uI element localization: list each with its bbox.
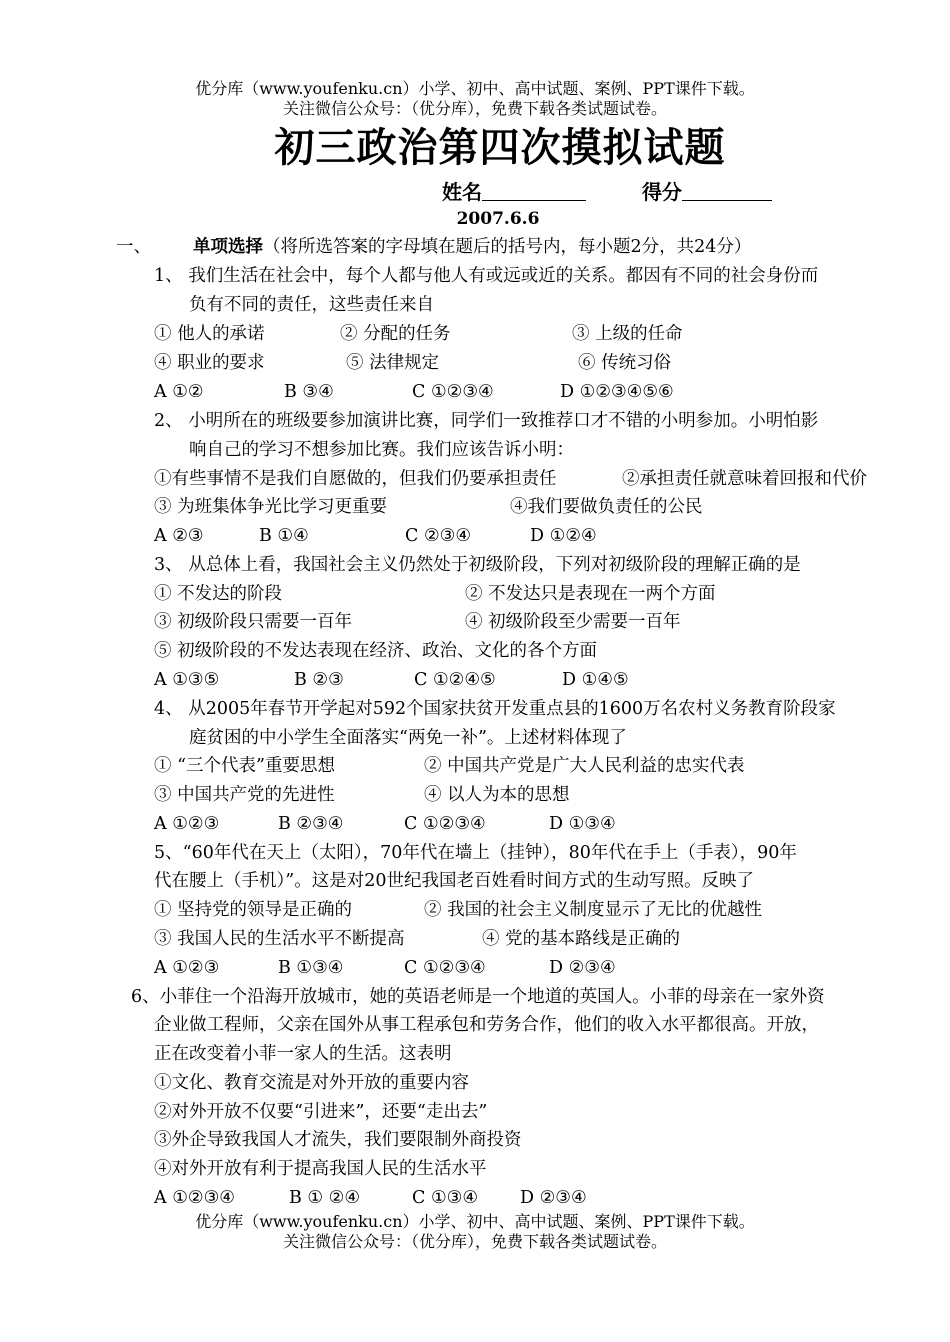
option-row [154,753,745,779]
option: ⑤ 初级阶段的不发达表现在经济、政治、文化的各个方面 [154,641,598,661]
option-row [154,926,680,952]
question-stem: 响自己的学习不想参加比赛。我们应该告诉小明： [189,440,574,460]
footer-line-2: 关注微信公众号：（优分库），免费下载各类试题试卷。 [282,1232,667,1251]
question-stem: 正在改变着小菲一家人的生活。这表明 [154,1044,452,1064]
answer-choice: B ③④ [284,382,334,402]
option: ③ 我国人民的生活水平不断提高 [154,929,405,949]
answer-choice: D ②③④ [549,958,616,978]
option: ② 我国的社会主义制度显示了无比的优越性 [424,900,763,920]
answer-choice: C ①②③④ [404,958,486,978]
option: ①有些事情不是我们自愿做的，但我们仍要承担责任 [154,469,557,489]
answer-row [154,811,616,837]
option: ④ 以人为本的思想 [424,785,570,805]
score-blank [682,180,772,201]
question-stem: 2、 小明所在的班级要参加演讲比赛，同学们一致推荐口才不错的小明参加。小明怕影 [154,411,819,431]
answer-choice: A ①②③ [154,814,220,834]
exam-date: 2007.6.6 [456,209,540,229]
answer-choice: B ①③④ [278,958,344,978]
question-stem: 3、 从总体上看，我国社会主义仍然处于初级阶段，下列对初级阶段的理解正确的是 [154,555,801,575]
answer-choice: D ①④⑤ [562,670,629,690]
option: ① 坚持党的领导是正确的 [154,900,353,920]
answer-choice: D ①②③④⑤⑥ [560,382,674,402]
option-row [154,782,570,808]
answer-choice: D ①③④ [549,814,616,834]
header-line-2: 关注微信公众号：（优分库），免费下载各类试题试卷。 [282,99,667,118]
option-row [154,321,683,347]
option: ②对外开放不仅要“引进来”，还要“走出去” [154,1102,488,1122]
name-blank [482,180,586,201]
option: ③ 初级阶段只需要一百年 [154,612,353,632]
option: ③外企导致我国人才流失，我们要限制外商投资 [154,1130,522,1150]
question-stem: 4、 从2005年春节开学起对592个国家扶贫开发重点县的1600万名农村义务教育阶段家 [154,699,836,719]
question-stem: 5、“60年代在天上（太阳），70年代在墙上（挂钟），80年代在手上（手表），90年 [154,843,797,863]
option-row [154,466,867,492]
option: ③ 中国共产党的先进性 [154,785,335,805]
footer-line-1: 优分库（www.youfenku.cn）小学、初中、高中试题、案例、PPT课件下载。 [195,1212,755,1231]
score-label: 得分 [641,180,682,204]
option: ⑥ 传统习俗 [578,353,672,373]
option: ① 他人的承诺 [154,324,265,344]
answer-choice: C ①②③④ [404,814,486,834]
answer-choice: A ①②③ [154,958,220,978]
header-line-1: 优分库（www.youfenku.cn）小学、初中、高中试题、案例、PPT课件下载。 [195,79,755,98]
answer-choice: A ①② [154,382,204,402]
question-stem: 1、 我们生活在社会中，每个人都与他人有或远或近的关系。都因有不同的社会身份而 [154,266,819,286]
answer-row [154,667,629,693]
option-row [154,897,762,923]
answer-choice: A ②③ [154,526,204,546]
section-instruction: （将所选答案的字母填在题后的括号内，每小题2分，共24分） [263,237,752,257]
question-stem: 负有不同的责任，这些责任来自 [189,295,434,315]
option: ② 中国共产党是广大人民利益的忠实代表 [424,756,745,776]
answer-choice: C ①②④⑤ [414,670,496,690]
answer-choice: C ①②③④ [412,382,494,402]
option: ② 不发达只是表现在一两个方面 [465,584,716,604]
question-stem: 代在腰上（手机）”。这是对20世纪我国老百姓看时间方式的生动写照。反映了 [154,871,754,891]
answer-row [154,955,616,981]
question-stem: 6、小菲住一个沿海开放城市，她的英语老师是一个地道的英国人。小菲的母亲在一家外资 [131,987,825,1007]
option: ④ 职业的要求 [154,353,265,373]
question-stem: 企业做工程师，父亲在国外从事工程承包和劳务合作，他们的收入水平都很高。开放， [154,1015,819,1035]
page-title: 初三政治第四次摸拟试题 [274,124,726,171]
answer-choice: B ②③④ [278,814,344,834]
name-score-line [442,178,772,206]
option: ①文化、教育交流是对外开放的重要内容 [154,1073,469,1093]
answer-choice: A ①②③④ [154,1188,235,1208]
option: ④ 初级阶段至少需要一百年 [465,612,681,632]
answer-row [154,379,674,405]
answer-choice: C ②③④ [405,526,472,546]
option: ④对外开放有利于提高我国人民的生活水平 [154,1159,487,1179]
answer-choice: D ①②④ [530,526,597,546]
option: ③ 上级的任命 [572,324,683,344]
name-label: 姓名 [442,180,482,204]
section-name: 单项选择 [193,237,263,257]
option: ②承担责任就意味着回报和代价 [622,469,867,489]
answer-choice: B ①④ [259,526,309,546]
option-row [154,350,671,376]
option: ④我们要做负责任的公民 [510,497,703,517]
option: ① 不发达的阶段 [154,584,283,604]
option: ④ 党的基本路线是正确的 [482,929,681,949]
answer-row [154,523,597,549]
section-number: 一、 [116,237,151,257]
option-row [154,581,716,607]
answer-choice: A ①③⑤ [154,670,220,690]
answer-choice: B ②③ [294,670,344,690]
option: ⑤ 法律规定 [346,353,440,373]
section-heading [193,234,751,260]
question-stem: 庭贫困的中小学生全面落实“两免一补”。上述材料体现了 [189,728,627,748]
answer-choice: D ②③④ [520,1188,587,1208]
answer-choice: C ①③④ [412,1188,479,1208]
option: ① “三个代表”重要思想 [154,756,335,776]
answer-choice: B ① ②④ [289,1188,361,1208]
answer-row [154,1185,587,1211]
option: ② 分配的任务 [340,324,451,344]
option-row [154,609,681,635]
option: ③ 为班集体争光比学习更重要 [154,497,388,517]
option-row [154,638,597,664]
option-row [154,494,703,520]
